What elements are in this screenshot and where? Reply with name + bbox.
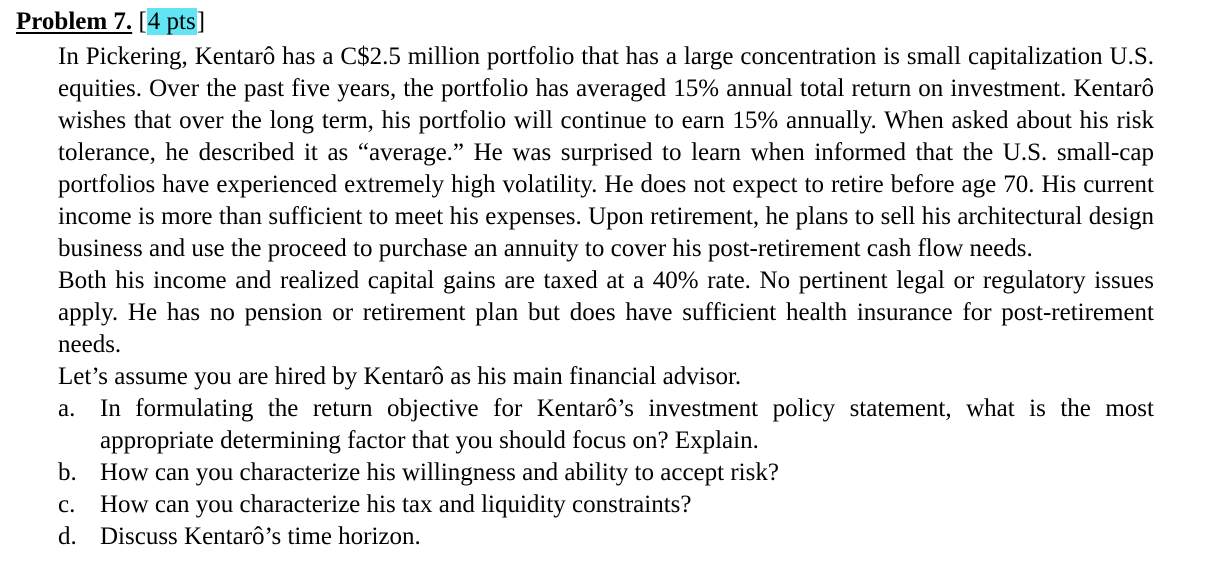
question-letter: a. xyxy=(58,395,76,422)
problem-body xyxy=(58,41,1154,553)
points-open-bracket: [ xyxy=(138,8,147,35)
question-letter: b. xyxy=(58,459,77,486)
question-list xyxy=(58,393,1154,553)
question-b xyxy=(58,457,1154,489)
question-letter: c. xyxy=(58,491,76,518)
tax-paragraph: Both his income and realized capital gains are taxed at a 40% rate. No pertinent legal or regulatory issues apply. He has no pension or retirement plan but does have sufficient health insurance for post-retirement needs. xyxy=(58,267,1154,358)
points-close-bracket: ] xyxy=(196,8,206,35)
question-text: How can you characterize his tax and liquidity constraints? xyxy=(100,491,692,518)
points-wrapper xyxy=(138,8,205,35)
problem-label: Problem 7. xyxy=(16,8,133,35)
advisor-paragraph: Let’s assume you are hired by Kentarô as his main financial advisor. xyxy=(58,363,742,390)
question-letter: d. xyxy=(58,523,77,550)
problem-heading xyxy=(16,6,205,38)
points-value: 4 pts xyxy=(147,8,196,35)
question-text: In formulating the return objective for Kentarô’s investment policy statement, what is the most appropriate determining factor that you should focus on? Explain. xyxy=(100,395,1154,454)
question-text: How can you characterize his willingness and ability to accept risk? xyxy=(100,459,779,486)
question-a xyxy=(58,393,1154,457)
question-c xyxy=(58,489,1154,521)
question-d xyxy=(58,521,1154,553)
scenario-paragraph: In Pickering, Kentarô has a C$2.5 million portfolio that has a large concentration is small capitalization U.S. equities. Over the past five years, the portfolio has averaged 15% annual total return on investment. Kentarô wishes that over the long term, his portfolio will continue to earn 15% annually. When asked about his risk tolerance, he described it as “average.” He was surprised to learn when informed that the U.S. small-cap portfolios have experienced extremely high volatility. He does not expect to retire before age 70. His current income is more than sufficient to meet his expenses. Upon retirement, he plans to sell his architectural design business and use the proceed to purchase an annuity to cover his post-retirement cash flow needs. xyxy=(58,43,1154,262)
question-text: Discuss Kentarô’s time horizon. xyxy=(100,523,421,550)
